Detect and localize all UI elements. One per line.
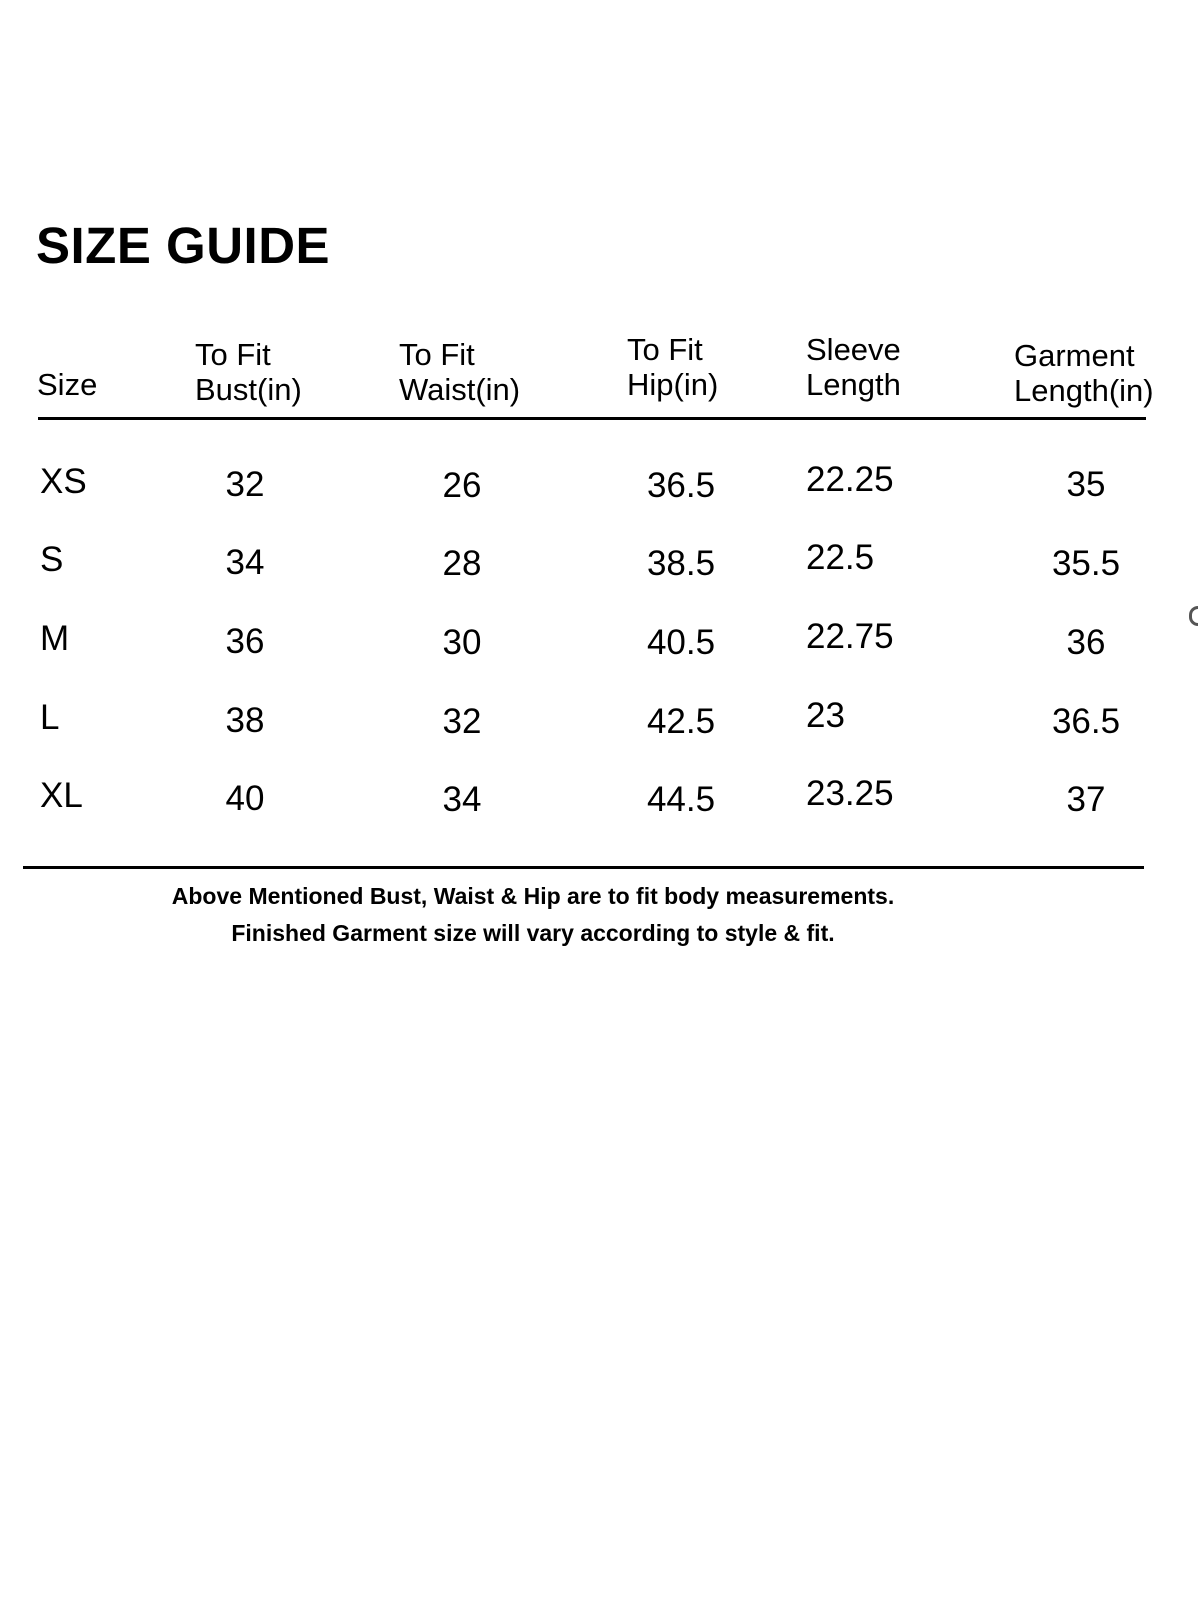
header-bust-line1: To Fit: [195, 337, 271, 372]
cell-garment-value: 36.5: [1051, 702, 1121, 741]
cell-size: M: [40, 619, 70, 658]
cell-sleeve: 22.25: [806, 460, 894, 499]
cell-hip-value: 36.5: [646, 466, 716, 505]
header-sleeve: [806, 332, 901, 402]
header-sleeve-line1: Sleeve: [806, 332, 901, 367]
cell-sleeve: 23: [806, 696, 845, 735]
header-garment-line1: Garment: [1014, 338, 1135, 373]
cell-garment-value: 37: [1066, 780, 1106, 819]
header-bust: [195, 337, 302, 407]
header-hip-line1: To Fit: [627, 332, 703, 367]
cell-sleeve: 23.25: [806, 774, 894, 813]
cell-bust-value: 36: [225, 622, 265, 661]
cell-waist-value: 30: [442, 623, 482, 662]
cell-hip-value: 42.5: [646, 702, 716, 741]
header-waist-line2: Waist(in): [399, 372, 521, 407]
cell-bust-value: 32: [225, 465, 265, 504]
cell-waist-value: 32: [442, 702, 482, 741]
header-sleeve-line2: Length: [806, 367, 901, 402]
cell-garment-value: 35.5: [1051, 544, 1121, 583]
cell-bust-value: 38: [225, 701, 265, 740]
cell-hip-value: 44.5: [646, 780, 716, 819]
page-title: SIZE GUIDE: [36, 217, 331, 274]
table-bottom-divider: [23, 866, 1144, 869]
cell-size: XS: [40, 462, 87, 501]
header-bust-line2: Bust(in): [195, 372, 302, 407]
cell-waist-value: 34: [442, 780, 482, 819]
cell-bust-value: 34: [225, 543, 265, 582]
footnote-line-2: Finished Garment size will vary according to style & fit.: [231, 920, 835, 946]
header-size: [37, 367, 97, 402]
cell-garment-value: 35: [1066, 465, 1106, 504]
header-hip-line2: Hip(in): [627, 367, 719, 402]
cell-size: XL: [40, 776, 83, 815]
cell-size: S: [40, 540, 64, 579]
edge-fragment-icon: [1189, 606, 1198, 626]
cell-hip-value: 38.5: [646, 544, 716, 583]
header-waist-line1: To Fit: [399, 337, 475, 372]
cell-waist-value: 28: [442, 544, 482, 583]
cell-sleeve: 22.5: [806, 538, 875, 577]
cell-sleeve: 22.75: [806, 617, 894, 656]
cell-garment-value: 36: [1066, 623, 1106, 662]
header-divider: [38, 417, 1146, 420]
header-garment: [1014, 338, 1154, 408]
header-hip: [627, 332, 718, 402]
header-size-label: Size: [37, 367, 98, 402]
cell-hip-value: 40.5: [646, 623, 716, 662]
header-waist: [399, 337, 520, 407]
header-garment-line2: Length(in): [1014, 373, 1154, 408]
cell-waist-value: 26: [442, 466, 482, 505]
footnote-line-1: Above Mentioned Bust, Waist & Hip are to fit body measurements.: [171, 883, 895, 909]
cell-bust-value: 40: [225, 779, 265, 818]
cell-size: L: [40, 698, 60, 737]
